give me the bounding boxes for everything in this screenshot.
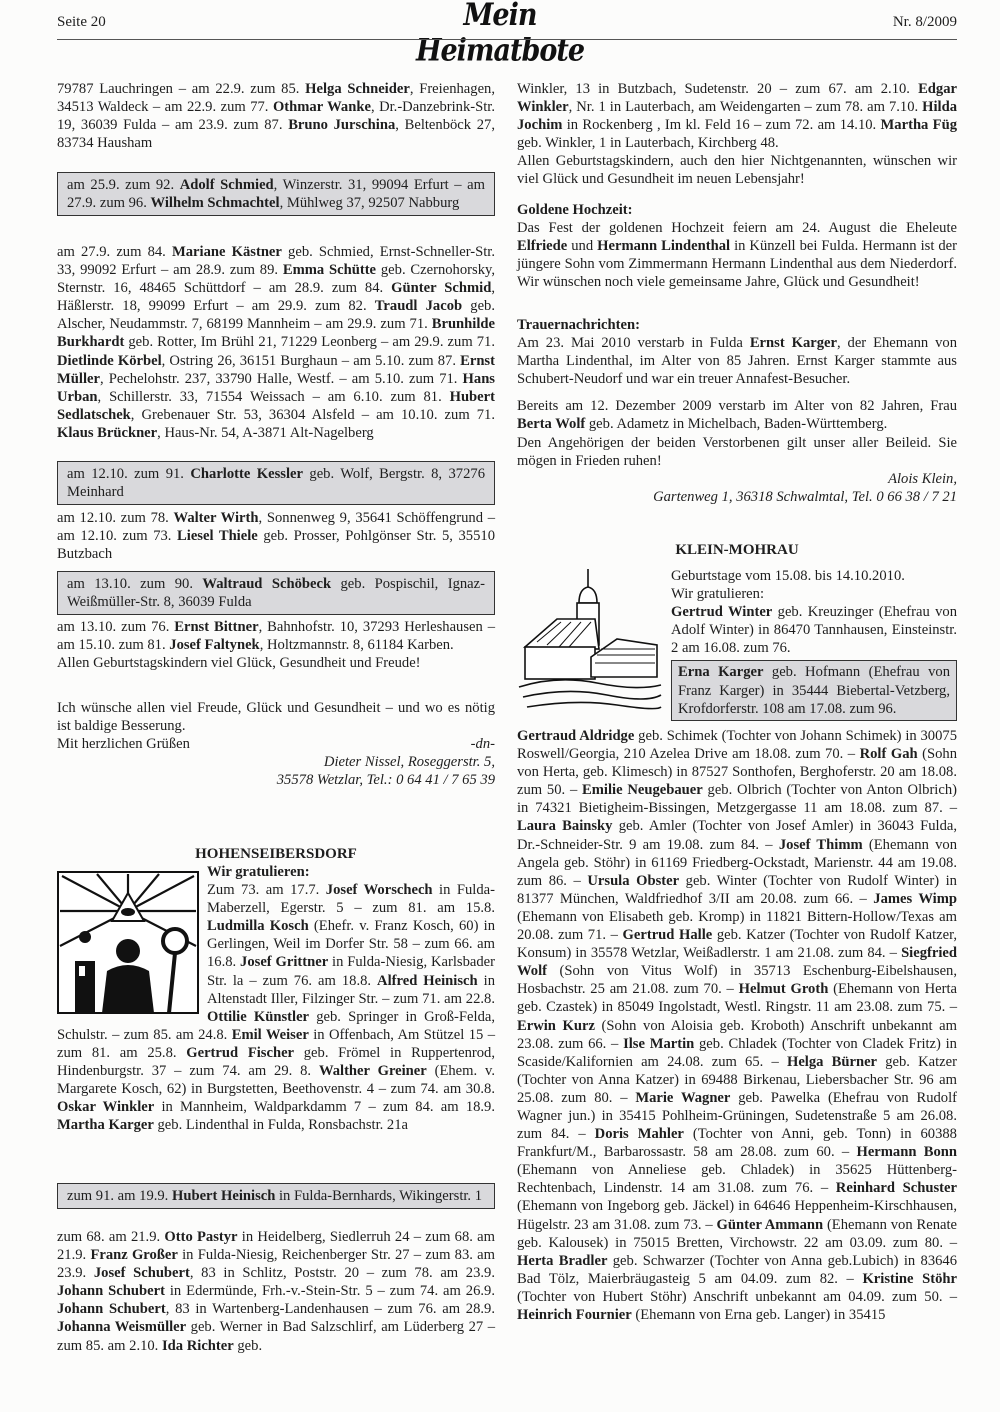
text-run: geb. Schwarzer (Tochter von Anna geb.Lubich) in 83646 Bad Tölz, Maierbräugasteig 5 am 04.09. zum 82. – <box>517 1252 958 1287</box>
person-name: Walther Greiner <box>318 1063 427 1080</box>
text-run: geb. <box>233 1337 263 1354</box>
text-run: am 13.10. zum 90. <box>67 576 203 592</box>
text-run: (Ehemann von Erna geb. Langer) in 35415 <box>631 1307 886 1323</box>
subheading: Wir gratulieren: <box>671 586 765 603</box>
birthday-list <box>517 80 957 189</box>
text-run: in Edermünde, Frh.-v.-Stein-Str. 5 – zum 74. am 26.9. <box>164 1283 495 1300</box>
text-run: geb. Kreuzinger (Ehefrau von Adolf Winter) in 86470 Tannhausen, Einsteinstr. 2 am 16.08. zum 76. <box>671 604 958 657</box>
text-run: geb. Werner in Bad Salzschlirf, am Lüderberg 27 – zum 85. am 2.10. <box>57 1319 495 1354</box>
text-run: (Ehemann von Elisabeth geb. Kromp) in 11821 Bittern-Hollow/Texas am 20.08. zum 71. – <box>517 908 957 944</box>
person-name: Herta Bradler <box>517 1252 608 1269</box>
person-name: Reinhard Schuster <box>835 1180 957 1197</box>
person-name: Emil Weiser <box>231 1026 309 1043</box>
text-run: , Mühlweg 37, 92507 Nabburg <box>279 195 460 212</box>
person-name: Josef Thimm <box>778 836 863 853</box>
person-name: Gertrud Halle <box>622 927 713 944</box>
person-name: Ottilie Künstler <box>207 1008 310 1025</box>
text-run: geb. Springer in Groß-Felda, Schulstr. – zum 85. am 24.8. <box>57 1008 495 1043</box>
person-name: James Wimp <box>873 890 958 907</box>
issue-number: Nr. 8/2009 <box>892 14 957 30</box>
section-heading: HOHENSEIBERSDORF <box>195 846 357 862</box>
birthday-list <box>517 727 957 1324</box>
person-name: Ursula Obster <box>587 872 680 889</box>
signature-line: 35578 Wetzlar, Tel.: 0 64 41 / 7 65 39 <box>276 772 495 789</box>
birthday-paragraph <box>57 618 495 654</box>
text-run: (Tochter von Hubert Stöhr) Anschrift unbekannt am 04.09. zum 50. – <box>517 1288 957 1305</box>
person-name: Helmut Groth <box>738 981 829 998</box>
text-run: (Ehemann von Herta geb. Czastek) in 85049 Ingolstadt, Westl. Ringstr. 11 am 23.08. zum 75. – <box>517 981 957 1016</box>
text-run: geb. Lindenthal in Fulda, Ronsbachstr. 21a <box>153 1117 408 1134</box>
text-run: (Sohn von Aloisia geb. Kroboth) Anschrift unbekannt am 23.08. zum 66. – <box>517 1017 957 1052</box>
text-run: in Rockenberg , Im kl. Feld 16 – zum 72. am 14.10. <box>562 117 881 134</box>
person-name: Johann Schubert <box>57 1283 165 1300</box>
person-name: Johanna Weismüller <box>57 1319 187 1336</box>
birthday-list <box>57 243 495 442</box>
person-name: Ilse Martin <box>623 1035 695 1052</box>
person-name: Martha Füg <box>880 117 957 134</box>
birthday-list <box>57 618 495 672</box>
text-run: , Sonnenweg 9, 35641 Schöffengrund – am 12.10. zum 73. <box>57 510 495 545</box>
person-name: Mariane Kästner <box>171 244 282 260</box>
text-run: , 83 in Wartenberg-Landenhausen – zum 76. am 28.9. <box>165 1301 495 1318</box>
text-run: am 13.10. zum 76. <box>57 619 175 635</box>
text-run: , Winzerstr. 31, 99094 Erfurt – am 27.9. zum 96. <box>67 177 486 212</box>
person-name: Hilda Jochim <box>517 99 957 134</box>
masthead-logo: Mein Heimatbote <box>415 0 585 69</box>
subheading: Trauernachrichten: <box>517 317 640 333</box>
text-run: geb. Winkler, 1 in Lauterbach, Kirchberg 48. <box>517 135 779 152</box>
woodcut-illustration-icon <box>57 871 199 1014</box>
text-run: in Altenstadt Iller, Filzinger Str. – zum 71. am 22.8. <box>207 972 495 1007</box>
obituary-text <box>517 397 957 433</box>
signature-line: Dieter Nissel, Roseggerstr. 5, <box>323 754 495 771</box>
person-name: Helga Schneider <box>305 81 410 97</box>
person-name: Ernst Müller <box>57 352 495 387</box>
text-run: 79787 Lauchringen – am 22.9. zum 85. <box>57 81 306 97</box>
person-name: Traudl Jacob <box>374 298 463 315</box>
text-run: geb. Katzer (Tochter von Anna Katzer) in 69488 Birkenau, Liebersbacher Str. 96 am 25.08. zum 80. – <box>517 1053 957 1106</box>
person-name: Siegfried Wolf <box>517 945 957 980</box>
text-run: (Ehemann von Anneliese geb. Chladek) in 35625 Hüttenberg-Rechtenbach, Lindenstr. 14 am 31.08. zum 76. – <box>517 1162 957 1197</box>
person-name: Alfred Heinisch <box>377 972 478 989</box>
person-name: Othmar Wanke <box>272 99 371 116</box>
text-run: geb. Schmied, Ernst-Schneller-Str. 33, 99092 Erfurt – am 28.9. zum 89. <box>57 244 495 279</box>
text-run: , Holtzmannstr. 8, 61184 Karben. <box>259 637 454 654</box>
person-name: Dietlinde Körbel <box>57 352 162 369</box>
birthday-list <box>57 80 495 152</box>
person-name: Berta Wolf <box>517 416 586 433</box>
text-run: (Tochter von Anni, geb. Tonn) in 60388 Frankfurt/M., Barbarossastr. 58 am 28.08. zum 60. – <box>517 1126 957 1161</box>
text-run: am 12.10. zum 91. <box>67 466 191 482</box>
text-run: , Nr. 1 in Lauterbach, am Weidengarten – zum 78. am 7.10. <box>568 99 923 116</box>
closing <box>57 699 495 789</box>
text-run: am 25.9. zum 92. <box>67 177 180 193</box>
text-run: (Sohn von Vitus Wolf) in 35713 Eschenburg-Eibelshausen, Hosbachstr. 25 am 21.08. zum 70. – <box>517 963 957 998</box>
text-run: (Sohn von Herta, geb. Klimesch) in 87527 Sonthofen, Berghoferstr. 20 am 18.08. zum 50. – <box>517 746 957 799</box>
person-name: Gertrud Fischer <box>186 1044 295 1061</box>
text-run: , der Ehemann von Martha Lindenthal, im Alter von 85 Jahren. Ernst Karger stammte aus Schubert-Neudorf und war ein treuer Annafest-Besucher. <box>517 335 957 388</box>
person-name: Heinrich Fournier <box>517 1307 632 1323</box>
text-run: (Ehefr. v. Franz Kosch, 60) in Gerlingen, Weil im Dorfer Str. 58 – zum 66. am 16.8. <box>207 918 495 971</box>
text-run: geb. Adametz in Michelbach, Baden-Württemberg. <box>585 416 888 433</box>
hohenseibersdorf-section <box>57 863 495 1134</box>
text-run: und <box>567 238 598 255</box>
person-name: Ernst Bittner <box>174 619 259 635</box>
author-signature <box>517 470 957 506</box>
text-run: am 27.9. zum 84. <box>57 244 172 260</box>
text-run: geb. Alscher, Neudammstr. 7, 68199 Mannheim – am 29.9. zum 71. <box>57 298 495 333</box>
person-name: Hermann Lindenthal <box>597 238 731 255</box>
text-run: geb. Frömel in Ruppertenrod, Hindenburgstr. 37 – zum 74. am 29. 8. <box>57 1044 495 1080</box>
person-name: Hermann Bonn <box>856 1144 957 1161</box>
text-run: geb. Prosser, Pohlgönser Str. 5, 35510 Butzbach <box>57 528 495 563</box>
text-run: (Ehemann von Angela geb. Stöhr) in 61169 Friedberg-Ockstadt, Marienstr. 44 am 19.08. zum 86. – <box>517 836 957 889</box>
klein-mohrau-section <box>517 567 957 721</box>
text-run: (Ehemann von Ingeborg geb. Jäckel) in 64646 Heppenheim-Kirschhausen, Hügelstr. 23 am 31.08. zum 73. – <box>517 1198 957 1233</box>
person-name: Wilhelm Schmachtel <box>150 195 280 212</box>
text-run: geb. Amler (Tochter von Josef Amler) in 36043 Fulda, Dr.-Schneider-Str. 9 am 19.08. zum 84. – <box>517 818 957 853</box>
signature-line: Gartenweg 1, 36318 Schwalmtal, Tel. 0 66 38 / 7 21 <box>653 488 957 505</box>
text-run: geb. Wolf, Bergstr. 8, 37276 Meinhard <box>67 466 485 501</box>
text-run: Das Fest der goldenen Hochzeit feiern am 24. August die Eheleute <box>517 220 957 237</box>
person-name: Günter Schmid <box>391 280 492 297</box>
text-run: Bereits am 12. Dezember 2009 verstarb im Alter von 82 Jahren, Frau <box>517 398 957 415</box>
text-run: Winkler, 13 in Butzbach, Sudetenstr. 20 – zum 67. am 2.10. <box>517 81 919 97</box>
text-run: zum 68. am 21.9. <box>57 1229 165 1245</box>
page-number: Seite 20 <box>57 14 106 30</box>
text-run: geb. Winter (Tochter von Rudolf Winter) in 81377 München, Waldfriedhof 3/II am 20.08. zum 66. – <box>517 872 957 907</box>
author-signature <box>57 753 495 789</box>
text-run: , Schillerstr. 33, 71554 Weissach – am 6.10. zum 81. <box>97 388 450 405</box>
obituary-text <box>517 334 957 388</box>
header-rule <box>57 39 957 40</box>
text-run: geb. Pospischil, Ignaz-Weißmüller-Str. 8, 36039 Fulda <box>67 576 486 611</box>
text-run: geb. Katzer (Tochter von Rudolf Katzer, Konsum) in 35578 Wetzlar, Weißadlerstr. 1 am 21.08. zum 84. – <box>517 927 958 962</box>
text-run: , Pechelohstr. 237, 33790 Halle, Westf. – am 5.10. zum 71. <box>99 370 463 387</box>
closing-text: Ich wünsche allen viel Freude, Glück und Gesundheit – und wo es nötig ist baldige Besserung. <box>57 700 495 735</box>
date-range: Geburtstage vom 15.08. bis 14.10.2010. <box>671 568 905 584</box>
person-name: Rolf Gah <box>859 746 918 763</box>
text-run: , Häßlerstr. 18, 99099 Erfurt – am 29.9. zum 82. <box>57 280 495 315</box>
person-name: Josef Worschech <box>325 882 433 899</box>
highlight-box <box>57 571 495 615</box>
wish-text: Allen Geburtstagskindern, auch den hier Nichtgenannten, wünschen wir viel Glück und Gesundheit im neuen Lebensjahr! <box>517 153 957 188</box>
text-run: geb. Chladek (Tochter von Cladek Fritz) in Scaside/Kalifornien am 24.08. zum 65. – <box>517 1035 957 1070</box>
text-run: in Mannheim, Waldparkdamm 7 – zum 84. am 18.9. <box>154 1099 496 1116</box>
text-run: in Offenbach, Am Stützel 15 – zum 81. am 25.8. <box>57 1026 495 1061</box>
person-name: Edgar Winkler <box>517 81 957 116</box>
text-run: , Bahnhofstr. 10, 37293 Herleshausen – am 15.10. zum 81. <box>57 619 495 654</box>
person-name: Ida Richter <box>161 1337 234 1354</box>
greeting: Mit herzlichen Grüßen <box>57 736 190 753</box>
person-name: Charlotte Kessler <box>190 466 303 482</box>
person-name: Hans Urban <box>57 370 495 405</box>
person-name: Adolf Schmied <box>179 177 274 193</box>
text-run: in Fulda-Niesig, Reichenberger Str. 27 – zum 83. am 23.9. <box>57 1247 495 1282</box>
person-name: Helga Bürner <box>786 1053 878 1070</box>
person-name: Josef Schubert <box>93 1265 190 1282</box>
text-run: geb. Rotter, Im Brühl 21, 71229 Leonberg – am 29.9. zum 71. <box>124 334 495 351</box>
text-run: , Ostring 26, 36151 Burghaun – am 5.10. zum 87. <box>161 352 461 369</box>
church-illustration-icon <box>517 567 663 713</box>
text-run: geb. Pawelka (Ehefrau von Rudolf Wagner jun.) in 35415 Pohlheim-Grüningen, Sudetenstraße 5 am 26.08. zum 84. – <box>517 1089 958 1143</box>
person-name: Kristine Stöhr <box>862 1270 957 1287</box>
person-name: Martha Karger <box>57 1117 154 1134</box>
birthday-list <box>57 509 495 563</box>
highlight-box <box>671 660 957 720</box>
person-name: Gertraud Aldridge <box>517 728 635 744</box>
person-name: Waltraud Schöbeck <box>202 576 332 592</box>
person-name: Hubert Sedlatschek <box>57 388 495 423</box>
person-name: Oskar Winkler <box>57 1099 155 1116</box>
text-run: , Beltenböck 27, 83734 Hausham <box>57 117 496 152</box>
person-name: Gertrud Winter <box>671 604 773 621</box>
person-name: Brunhilde Burkhardt <box>57 316 495 351</box>
text-run: geb. Czernohorsky, Sternstr. 16, 48465 Schüttdorf – am 28.9. zum 84. <box>57 262 495 297</box>
text-run: , Haus-Nr. 54, A-3871 Alt-Nagelberg <box>157 424 374 441</box>
text-run: in Fulda-Maberzell, Egerstr. 5 – zum 81. am 15.8. <box>207 882 495 917</box>
person-name: Doris Mahler <box>594 1126 684 1143</box>
person-name: Elfriede <box>517 238 568 255</box>
subheading: Wir gratulieren: <box>207 864 310 880</box>
text-run: am 12.10. zum 78. <box>57 510 174 526</box>
person-name: Bruno Jurschina <box>288 117 396 134</box>
text-run: , Freienhagen, 34513 Waldeck – am 22.9. zum 77. <box>57 81 495 116</box>
person-name: Walter Wirth <box>173 510 259 526</box>
person-name: Ernst Karger <box>749 335 837 352</box>
person-name: Emilie Neugebauer <box>582 782 703 799</box>
person-name: Josef Grittner <box>240 954 329 971</box>
highlight-box <box>57 1183 495 1209</box>
golden-wedding-section <box>517 201 957 291</box>
subheading: Goldene Hochzeit: <box>517 202 633 218</box>
person-name: Josef Faltynek <box>169 637 260 654</box>
text-run: in Künzell bei Fulda. Hermann ist der jüngere Sohn vom Zimmermann Hermann Lindenthal aus dem Niederdorf. Wir wünschen noch viele gemeinsame Jahre, Glück und Gesundheit! <box>517 238 958 291</box>
person-name: Erna Karger <box>678 664 764 681</box>
person-name: Laura Bainsky <box>517 818 613 835</box>
birthday-paragraph <box>517 80 957 152</box>
text-run: Am 23. Mai 2010 verstarb in Fulda <box>517 335 750 352</box>
text-run: in Fulda-Bernhards, Wikingerstr. 1 <box>275 1188 483 1204</box>
birthday-list <box>57 1228 495 1355</box>
obituary-section <box>517 316 957 506</box>
text-run: in Heidelberg, Siedlerruh 24 – zum 68. am 21.9. <box>57 1229 495 1264</box>
highlight-box <box>57 172 495 216</box>
person-name: Ludmilla Kosch <box>207 918 309 935</box>
person-name: Otto Pastyr <box>164 1229 238 1245</box>
person-name: Johann Schubert <box>57 1301 166 1318</box>
section-heading: KLEIN-MOHRAU <box>675 542 799 558</box>
text-run: geb. Olbrich (Tochter von Anton Olbrich) in 74321 Bietigheim-Bissingen, Metzgergasse 11 am 18.08. zum 87. – <box>517 782 957 817</box>
text-run: , Grebenauer Str. 53, 36304 Alsfeld – am 10.10. zum 71. <box>130 406 495 423</box>
person-name: Emma Schütte <box>282 262 377 279</box>
text-run: Zum 73. am 17.7. <box>207 882 326 899</box>
condolence-text: Den Angehörigen der beiden Verstorbenen gilt unser aller Beileid. Sie mögen in Frieden ruhen! <box>517 434 957 469</box>
text-run: geb. Hofmann (Ehefrau von Franz Karger) in 35444 Biebertal-Vetzberg, Krofdorferstr. 108 am 17.08. zum 96. <box>678 664 950 717</box>
golden-wedding-text <box>517 219 957 291</box>
person-name: Franz Großer <box>90 1247 178 1264</box>
person-name: Günter Ammann <box>716 1216 824 1233</box>
person-name: Hubert Heinisch <box>171 1188 276 1204</box>
person-name: Erwin Kurz <box>517 1017 595 1034</box>
text-run: , Dr.-Danzebrink-Str. 19, 36039 Fulda – am 23.9. zum 87. <box>57 99 495 134</box>
highlight-box <box>57 461 495 505</box>
author-initials: -dn- <box>470 736 495 753</box>
person-name: Marie Wagner <box>635 1089 731 1106</box>
signature-line: Alois Klein, <box>888 470 957 487</box>
text-run: zum 91. am 19.9. <box>67 1188 172 1204</box>
person-name: Liesel Thiele <box>177 528 258 545</box>
person-name: Klaus Brückner <box>57 424 158 441</box>
text-run: (Ehemann von Renate geb. Kalousek) in 75015 Bretten, Virchowstr. 22 am 03.09. zum 80. – <box>517 1216 958 1251</box>
wish-text: Allen Geburtstagskindern viel Glück, Gesundheit und Freude! <box>57 655 421 672</box>
text-run: , 83 in Schlitz, Poststr. 20 – zum 78. am 23.9. <box>189 1265 495 1282</box>
text-run: geb. Schimek (Tochter von Johann Schimek) in 30075 Roswell/Georgia, 210 Azelea Drive am 18.08. zum 70. – <box>517 728 957 763</box>
text-run: (Ehem. v. Margarete Kosch, 62) in Burgstetten, Beethovenstr. 4 – zum 74. am 30.8. <box>57 1063 496 1098</box>
text-run: in Fulda-Niesig, Karlsbader Str. la – zum 76. am 18.8. <box>207 954 495 989</box>
